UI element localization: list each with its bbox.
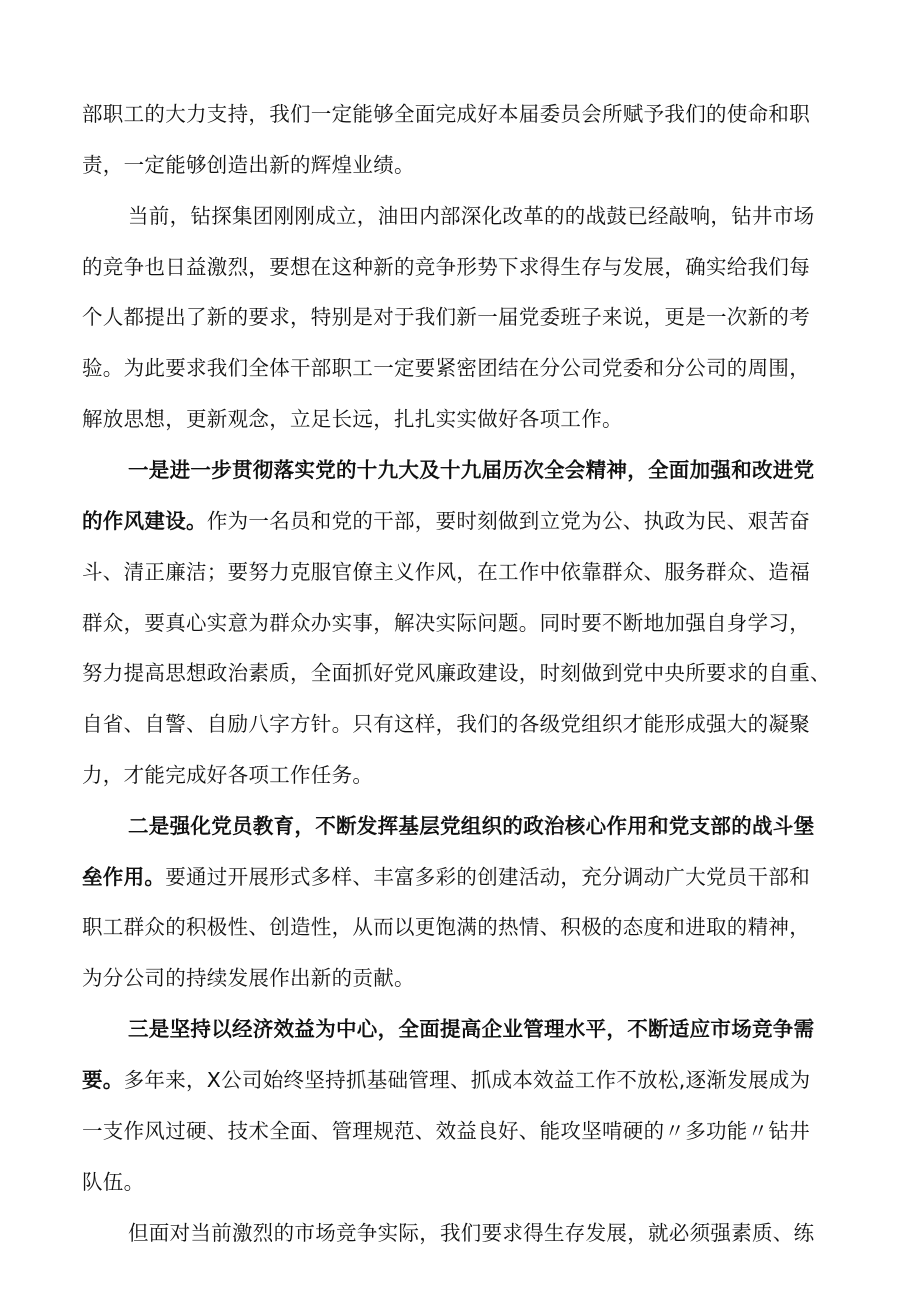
text-line: 解放思想，更新观念，立足长远，扎扎实实做好各项工作。 <box>82 407 623 431</box>
text-line: 验。为此要求我们全体干部职工一定要紧密团结在分公司党委和分公司的周围， <box>82 356 810 380</box>
text-line: 队伍。 <box>82 1170 145 1194</box>
text-line: 自省、自警、自励八字方针。只有这样，我们的各级党组织才能形成强大的凝聚 <box>82 712 810 736</box>
text-line: 群众，要真心实意为群众办实事，解决实际问题。同时要不断地加强自身学习， <box>82 611 810 635</box>
text-line: 要。多年来，X公司始终坚持抓基础管理、抓成本效益工作不放松,逐渐发展成为 <box>82 1068 811 1092</box>
text-line: 的作风建设。作为一名员和党的干部，要时刻做到立党为公、执政为民、艰苦奋 <box>82 509 811 533</box>
text-line: 为分公司的持续发展作出新的贡献。 <box>82 966 415 990</box>
text-line <box>128 812 814 840</box>
text-line: 的竞争也日益激烈，要想在这种新的竞争形势下求得生存与发展，确实给我们每 <box>82 255 810 279</box>
bold-heading: 三是坚持以经济效益为中心，全面提高企业管理水平，不断适应市场竞争需 <box>128 1017 815 1041</box>
text-line: 斗、清正廉洁；要努力克服官僚主义作风，在工作中依靠群众、服务群众、造福 <box>82 560 810 584</box>
text-line: 但面对当前激烈的市场竞争实际，我们要求得生存发展，就必须强素质、练 <box>128 1221 815 1245</box>
text-line: 一支作风过硬、技术全面、管理规范、效益良好、能攻坚啃硬的〃多功能〃钻井 <box>82 1119 810 1143</box>
text-line: 当前，钻探集团刚刚成立，油田内部深化改革的的战鼓已经敲响，钻井市场 <box>128 204 815 228</box>
text-line: 部职工的大力支持，我们一定能够全面完成好本届委员会所赋予我们的使命和职 <box>82 102 810 126</box>
bold-heading: 一是进一步贯彻落实党的十九大及十九届历次全会精神，全面加强和改进党 <box>128 458 815 482</box>
text-line: 个人都提出了新的要求，特别是对于我们新一届党委班子来说，更是一次新的考 <box>82 305 810 329</box>
bold-heading: 要。 <box>82 1068 124 1092</box>
bold-heading: 的作风建设。 <box>82 509 207 533</box>
bold-heading: 二是强化党员教育，不断发挥基层党组织的政治核心作用和党支部的战斗堡 <box>128 814 815 838</box>
text-line: 责，一定能够创造出新的辉煌业绩。 <box>82 153 415 177</box>
text-line: 职工群众的积极性、创造性，从而以更饱满的热情、积极的态度和进取的精神， <box>82 915 810 939</box>
text-line: 垒作用。要通过开展形式多样、丰富多彩的创建活动，充分调动广大党员干部和 <box>82 865 811 889</box>
text-line <box>128 456 814 484</box>
bold-heading: 垒作用。 <box>82 865 166 889</box>
text-line: 力，才能完成好各项工作任务。 <box>82 763 374 787</box>
text-line <box>128 1015 814 1043</box>
text-line: 努力提高思想政治素质，全面抓好党风廉政建设，时刻做到党中央所要求的自重、 <box>82 661 831 685</box>
